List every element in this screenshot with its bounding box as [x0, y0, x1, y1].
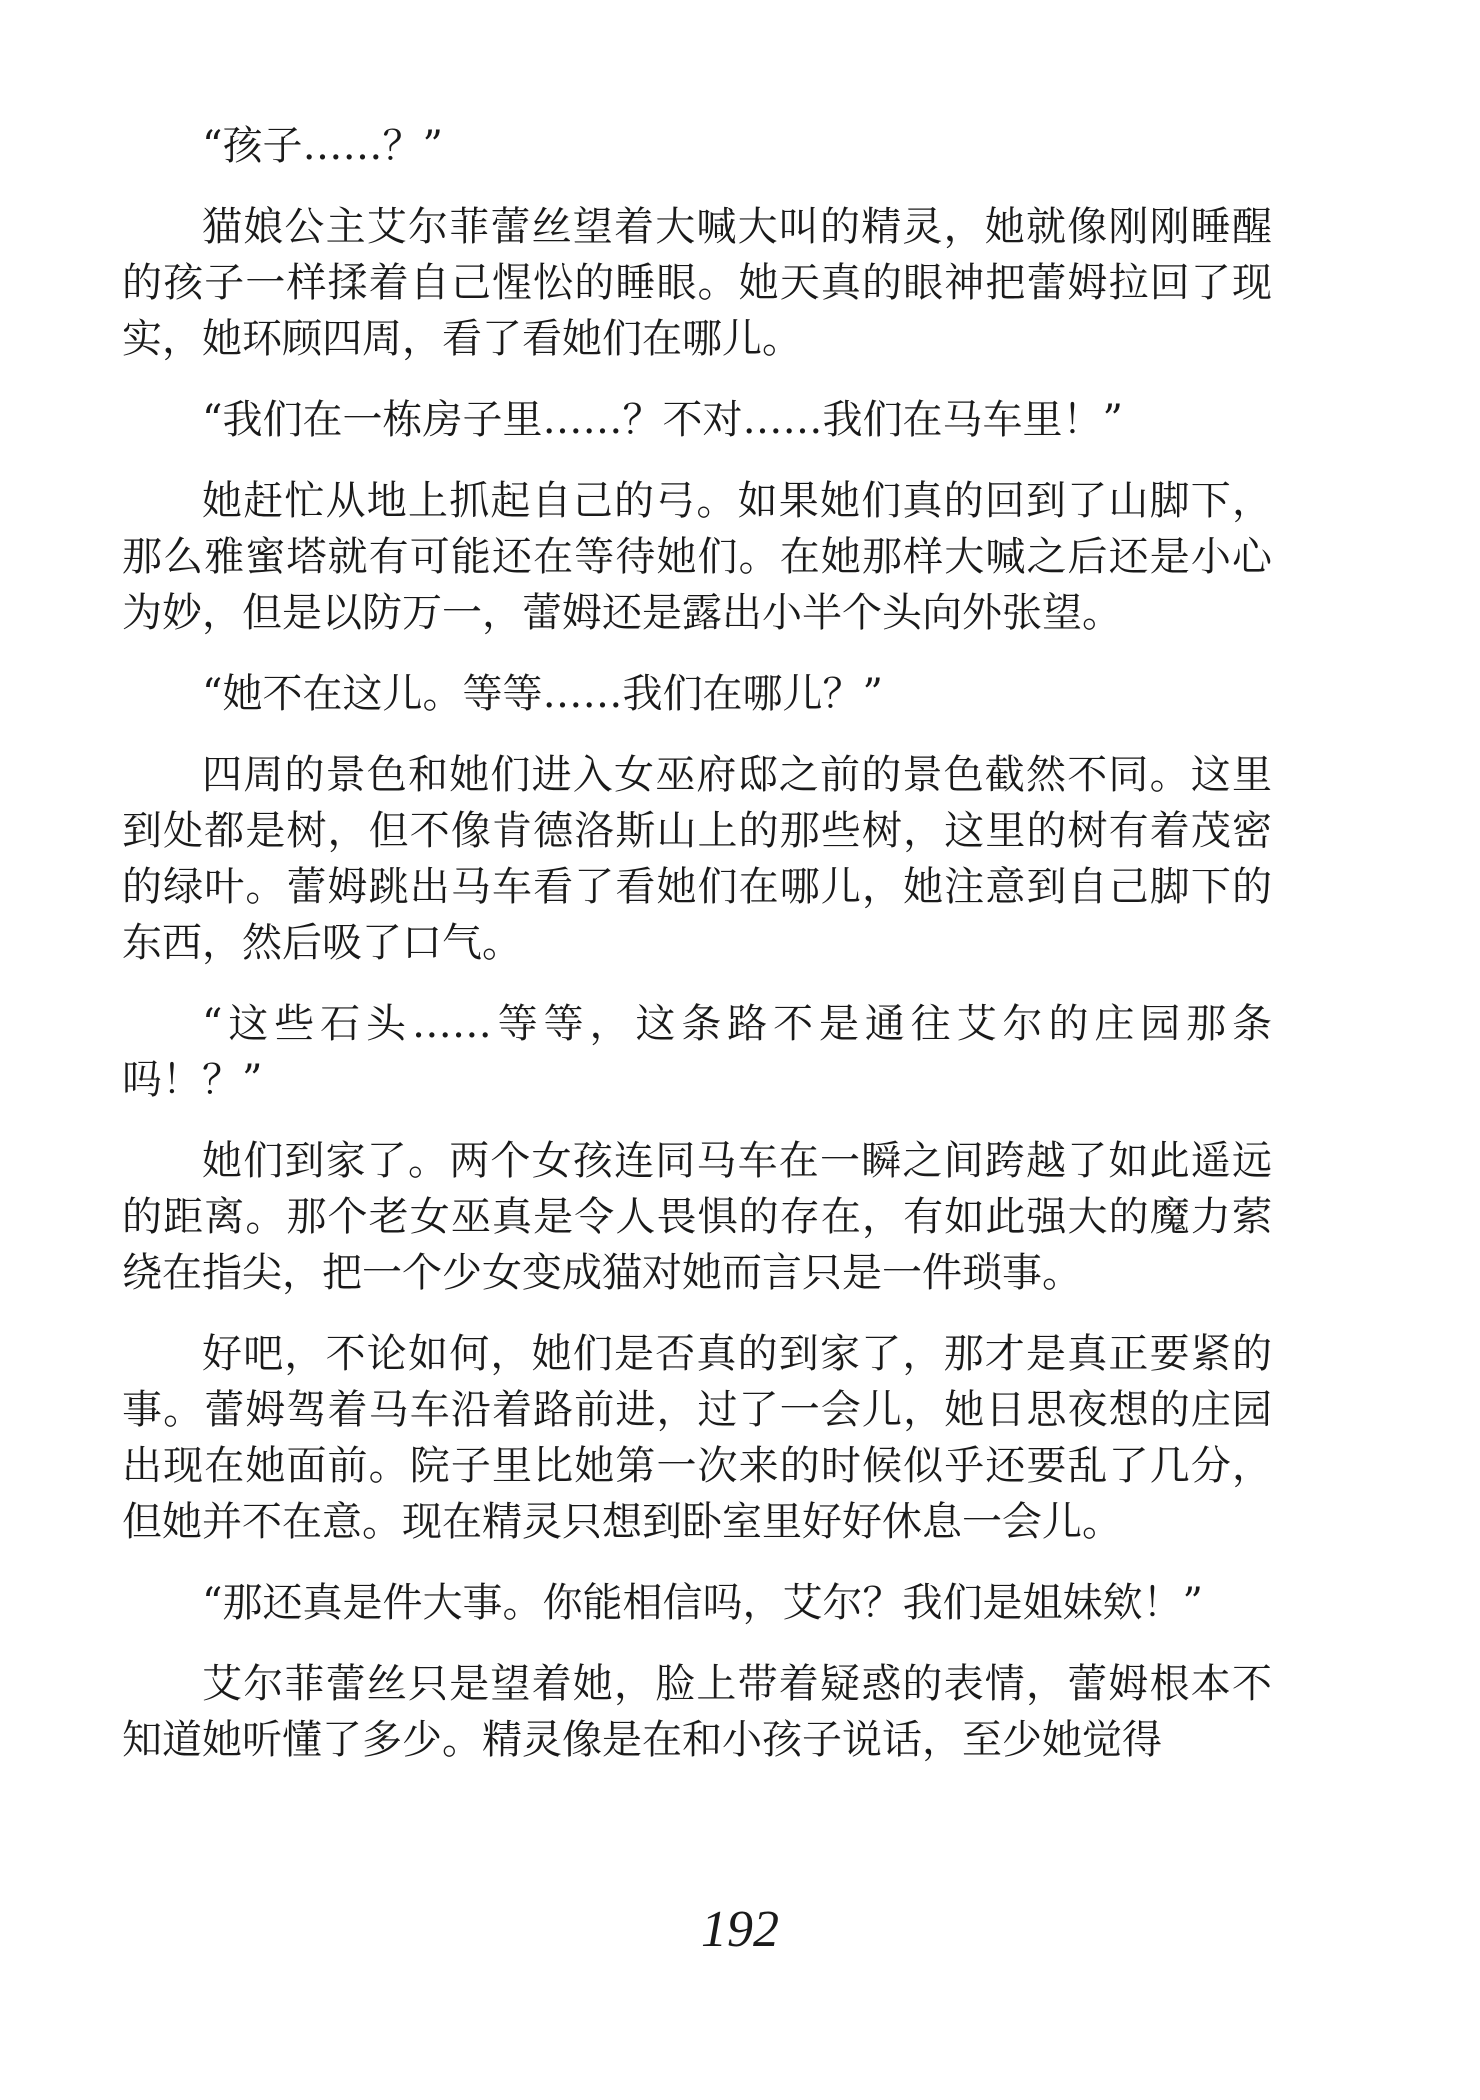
paragraph: 她们到家了。两个女孩连同马车在一瞬之间跨越了如此遥远的距离。那个老女巫真是令人畏惧的存在，有如此强大的魔力萦绕在指尖，把一个少女变成猫对她而言只是一件琐事。: [122, 1138, 1272, 1296]
page-number: 192: [701, 1901, 779, 1958]
paragraph: “这些石头……等等，这条路不是通往艾尔的庄园那条吗！？”: [122, 1001, 1272, 1103]
paragraph: 四周的景色和她们进入女巫府邸之前的景色截然不同。这里到处都是树，但不像肯德洛斯山上的那些树，这里的树有着茂密的绿叶。蕾姆跳出马车看了看她们在哪儿，她注意到自己脚下的东西，然后吸了口气。: [122, 752, 1272, 966]
paragraph: “我们在一栋房子里……？不对……我们在马车里！”: [202, 397, 1123, 443]
paragraph: 猫娘公主艾尔菲蕾丝望着大喊大叫的精灵，她就像刚刚睡醒的孩子一样揉着自己惺忪的睡眼。她天真的眼神把蕾姆拉回了现实，她环顾四周，看了看她们在哪儿。: [122, 204, 1272, 362]
paragraph: “那还真是件大事。你能相信吗，艾尔？我们是姐妹欸！”: [202, 1580, 1203, 1626]
body-text: [122, 118, 1272, 1768]
paragraph: “她不在这儿。等等……我们在哪儿？”: [202, 671, 883, 717]
paragraph: 艾尔菲蕾丝只是望着她，脸上带着疑惑的表情，蕾姆根本不知道她听懂了多少。精灵像是在和小孩子说话，至少她觉得: [122, 1661, 1272, 1763]
paragraph: “孩子……？”: [202, 123, 443, 169]
paragraph: 好吧，不论如何，她们是否真的到家了，那才是真正要紧的事。蕾姆驾着马车沿着路前进，过了一会儿，她日思夜想的庄园出现在她面前。院子里比她第一次来的时候似乎还要乱了几分，但她并不在意。现在精灵只想到卧室里好好休息一会儿。: [122, 1331, 1272, 1545]
paragraph: 她赶忙从地上抓起自己的弓。如果她们真的回到了山脚下，那么雅蜜塔就有可能还在等待她们。在她那样大喊之后还是小心为妙，但是以防万一，蕾姆还是露出小半个头向外张望。: [122, 478, 1272, 636]
